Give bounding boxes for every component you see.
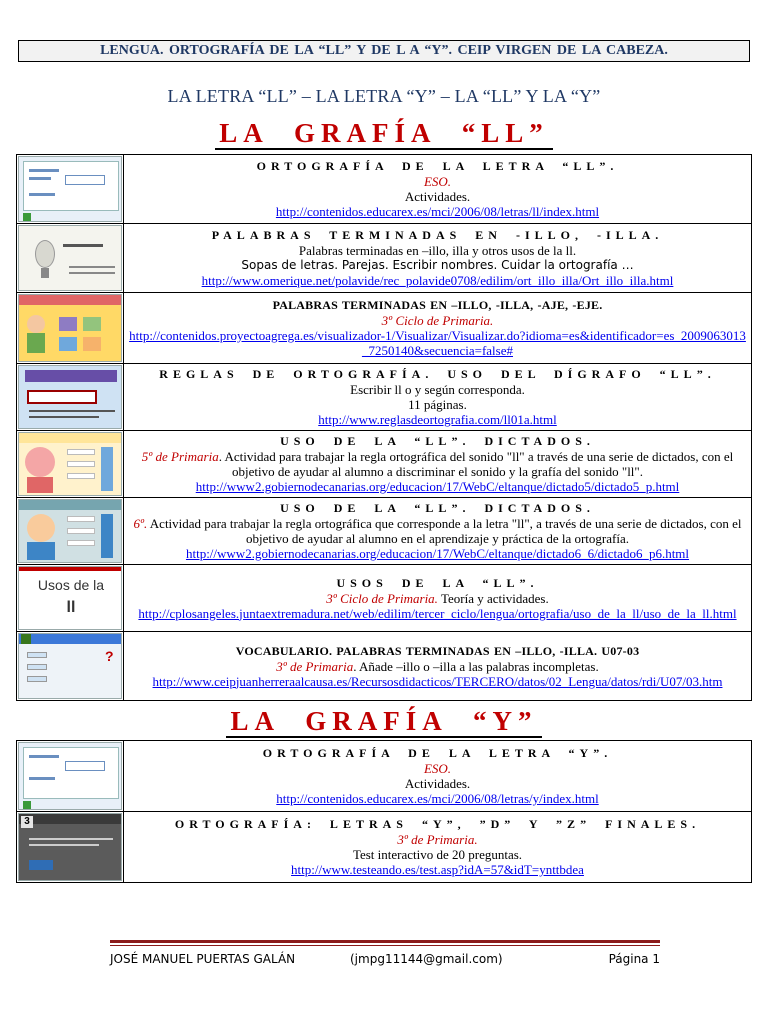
resource-description: Actividad para trabajar la regla ortográfica que corresponde a la letra "ll", a través de una serie de dictados, con el objetivo de ayudar al alumno en el aprendizaje y práctica de la ortografía.: [147, 516, 742, 546]
resource-link[interactable]: http://www2.gobiernodecanarias.org/educacion/17/WebC/eltanque/dictado6_6/dictado6_p6.html: [185, 546, 690, 561]
step-number-icon: 3: [21, 816, 33, 828]
table-row: [17, 632, 752, 701]
resource-link[interactable]: http://www.ceipjuanherreraalcausa.es/Recursosdidacticos/TERCERO/datos/02_Lengua/datos/rdi/U07/03.htm: [152, 673, 723, 689]
resource-info: [124, 364, 752, 431]
thumbnail-image: [18, 633, 122, 699]
table-row: [17, 431, 752, 498]
resource-link[interactable]: http://contenidos.educarex.es/mci/2006/08/letras/ll/index.html: [275, 204, 600, 219]
resource-title: REGLAS DE ORTOGRAFÍA. USO DEL DÍGRAFO “LL”.: [159, 367, 716, 381]
resource-description: Palabras terminadas en –illo, illa y otros usos de la ll.: [298, 243, 577, 258]
document-header: [18, 40, 750, 62]
table-row: [17, 364, 752, 431]
resource-info: [124, 632, 752, 701]
resource-title: USO DE LA “LL”. DICTADOS.: [280, 434, 595, 448]
resource-description: . Añade –illo o –illa a las palabras incompletas.: [353, 658, 599, 674]
resource-title: ORTOGRAFÍA DE LA LETRA “LL”.: [256, 159, 619, 173]
resource-level: 3º Ciclo de Primaria.: [326, 590, 438, 606]
thumbnail-image: [18, 365, 122, 429]
thumbnail-image: [18, 566, 122, 630]
section-title-y: LA GRAFÍA “Y”: [0, 706, 768, 737]
resource-title: VOCABULARIO. PALABRAS TERMINADAS EN –ILLO, -ILLA. U07-03: [235, 643, 640, 658]
resource-description: Teoría y actividades.: [437, 590, 549, 606]
thumbnail-cell: [17, 431, 124, 498]
thumbnail-cell: [17, 741, 124, 812]
thumbnail-subtitle: ll: [66, 599, 76, 616]
thumbnail-image: [18, 294, 122, 362]
resource-description: Actividades.: [404, 189, 471, 204]
footer-divider-thin: [110, 945, 660, 946]
thumbnail-cell: [17, 498, 124, 565]
thumbnail-image: [18, 225, 122, 291]
resource-description: Escribir ll o y según corresponda.: [350, 382, 525, 397]
resources-table-y: [16, 740, 752, 883]
resource-info: [124, 498, 752, 565]
thumbnail-title: Usos de la: [37, 577, 105, 593]
table-row: [17, 565, 752, 632]
resource-info: [124, 431, 752, 498]
main-title: LA LETRA “LL” – LA LETRA “Y” – LA “LL” Y LA “Y”: [167, 86, 601, 106]
resource-level: 6º.: [133, 516, 148, 531]
footer-divider: [110, 940, 660, 943]
resource-description-secondary: Sopas de letras. Parejas. Escribir nombres. Cuidar la ortografía …: [241, 258, 634, 272]
thumbnail-image: [18, 813, 122, 881]
thumbnail-image: [18, 499, 122, 563]
resource-info: [124, 293, 752, 364]
table-row: [17, 224, 752, 293]
resources-table-ll: [16, 154, 752, 701]
resource-link[interactable]: http://www.omerique.net/polavide/rec_polavide0708/edilim/ort_illo_illa/Ort_illo_illa.html: [201, 273, 674, 288]
resource-info: [124, 741, 752, 812]
thumbnail-cell: [17, 224, 124, 293]
resource-link[interactable]: http://www.reglasdeortografia.com/ll01a.html: [318, 412, 557, 427]
resource-title: ORTOGRAFÍA: LETRAS “Y”, ”D” Y ”Z” FINALES.: [174, 817, 701, 831]
resource-level: ESO.: [423, 174, 452, 189]
resource-level: 3º de Primaria.: [397, 832, 478, 847]
table-row: [17, 293, 752, 364]
resource-description: Test interactivo de 20 preguntas.: [352, 847, 523, 862]
resource-link[interactable]: http://www2.gobiernodecanarias.org/educacion/17/WebC/eltanque/dictado5/dictado5_p.html: [195, 479, 680, 494]
table-row: [17, 498, 752, 565]
resource-info: [124, 155, 752, 224]
thumbnail-image: [18, 742, 122, 810]
resource-link[interactable]: http://www.testeando.es/test.asp?idA=57&idT=ynttbdea: [291, 862, 584, 877]
resource-info: [124, 224, 752, 293]
resource-title: ORTOGRAFÍA DE LA LETRA “Y”.: [262, 746, 613, 760]
thumbnail-cell: [17, 293, 124, 364]
resource-info: [124, 565, 752, 632]
resource-level: 3º de Primaria: [276, 658, 354, 674]
thumbnail-image: [18, 432, 122, 496]
header-text: LENGUA. ORTOGRAFÍA DE LA “LL” Y DE L A “Y”. CEIP VIRGEN DE LA CABEZA.: [100, 43, 668, 58]
resource-title: USO DE LA “LL”. DICTADOS.: [280, 501, 595, 515]
resource-title: PALABRAS TERMINADAS EN –ILLO, -ILLA, -AJE, -EJE.: [272, 298, 603, 312]
thumbnail-image: [18, 156, 122, 222]
thumbnail-cell: [17, 812, 124, 883]
thumbnail-cell: [17, 155, 124, 224]
table-row: [17, 155, 752, 224]
footer-author: JOSÉ MANUEL PUERTAS GALÁN: [110, 952, 296, 966]
resource-title: USOS DE LA “LL”.: [336, 575, 539, 590]
section-title-ll: LA GRAFÍA “LL”: [0, 118, 768, 149]
thumbnail-cell: [17, 364, 124, 431]
footer-page-number: Página 1: [608, 952, 660, 966]
resource-level: 3º Ciclo de Primaria.: [381, 313, 494, 328]
help-icon: ?: [105, 648, 114, 664]
thumbnail-cell: [17, 565, 124, 632]
resource-level: 5º de Primaria: [141, 449, 219, 464]
resource-description-secondary: 11 páginas.: [408, 397, 467, 412]
resource-link[interactable]: http://cplosangeles.juntaextremadura.net/web/edilim/tercer_ciclo/lengua/ortografia/uso_de_la_ll/uso_de_la_ll.html: [138, 605, 737, 621]
resource-description: Actividades.: [404, 776, 471, 791]
resource-link[interactable]: http://contenidos.proyectoagrega.es/visualizador-1/Visualizar/Visualizar.do?idioma=es&identificador=es_2009063013_7250140&secuencia=false#: [129, 328, 746, 358]
resource-level: ESO.: [423, 761, 452, 776]
resource-title: PALABRAS TERMINADAS EN -ILLO, -ILLA.: [211, 228, 664, 242]
resource-link[interactable]: http://contenidos.educarex.es/mci/2006/08/letras/y/index.html: [276, 791, 599, 806]
resource-description: . Actividad para trabajar la regla ortográfica del sonido "ll" a través de una serie de dictados, con el objetivo de ayudar al alumno a discriminar el sonido y la grafía del sonido "ll".: [218, 449, 734, 479]
footer-email: (jmpg11144@gmail.com): [350, 952, 503, 966]
table-row: [17, 812, 752, 883]
resource-info: [124, 812, 752, 883]
thumbnail-cell: [17, 632, 124, 701]
table-row: [17, 741, 752, 812]
